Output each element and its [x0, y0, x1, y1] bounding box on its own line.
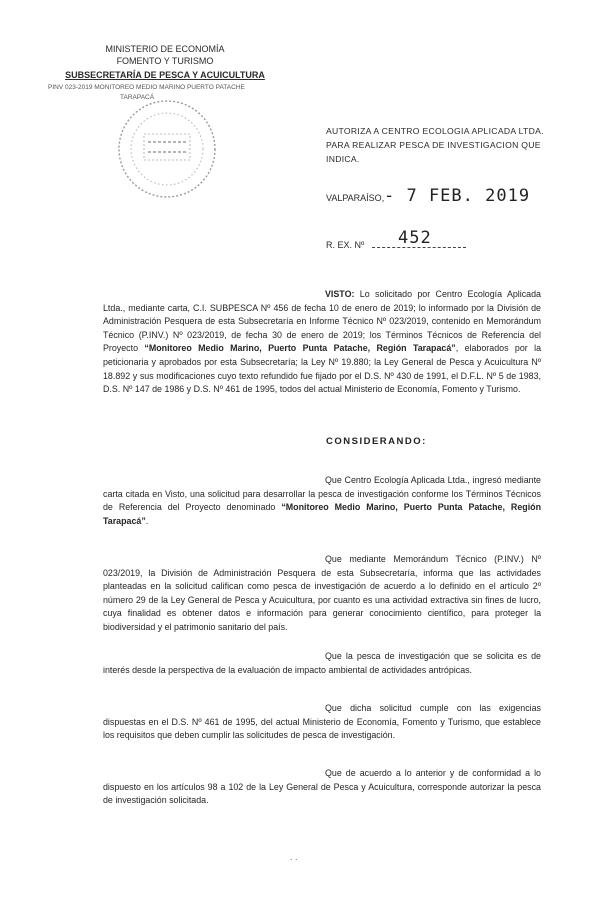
subsecretaria-title: SUBSECRETARÍA DE PESCA Y ACUICULTURA: [65, 70, 265, 80]
considerando-3-text: Que la pesca de investigación que se solicita es de interés desde la perspectiva de la evaluación de impacto ambiental de actividades antrópicas.: [103, 651, 541, 675]
visto-project-name: “Monitoreo Medio Marino, Puerto Punta Patache, Región Tarapacá”: [144, 343, 456, 354]
considerando-1-end: .: [145, 515, 149, 526]
considerando-2-text: Que mediante Memorándum Técnico (P.INV.) Nº 023/2019, la División de Administración Pesquera de esta Subsecretaría, informa que las actividades planteadas en la solicitud califican como pesca de investigación de acuerdo a lo definido en el artículo 2º número 29 de la Ley General de Pesca y Acuicultura, por cuanto es una actividad extractiva sin fines de lucro, cuya finalidad es obtener datos e información para generar conocimiento científico, para proteger la biodiversidad y el patrimonio sanitario del país.: [103, 554, 541, 632]
considerando-paragraph-2: [103, 553, 541, 635]
ministry-line-1: MINISTERIO DE ECONOMÍA: [105, 44, 225, 54]
considerando-1-project-name: “Monitoreo Medio Marino, Puerto Punta Patache, Región Tarapacá”: [103, 502, 541, 526]
date-stamp: - 7 FEB. 2019: [384, 186, 531, 206]
ministry-line-2: FOMENTO Y TURISMO: [116, 56, 214, 66]
footer-marks: . .: [290, 852, 298, 862]
visto-label: VISTO:: [325, 289, 355, 299]
considerando-paragraph-3: [103, 650, 541, 677]
file-reference: PINV 023-2019 MONITOREO MEDIO MARINO PUERTO PATACHE: [48, 84, 245, 91]
place-label: VALPARAÍSO,: [326, 193, 385, 203]
considerando-paragraph-1: [103, 474, 541, 528]
visto-paragraph: [103, 288, 541, 397]
visto-text-2: , elaborados por la peticionaria y aprobados por esta Subsecretaría; la Ley Nº 19.880; la Ley General de Pesca y Acuicultura Nº 18.892 y sus modificaciones cuyo texto refundido fue fijado por el D.S. Nº 430 de 1991, el D.F.L. Nº 5 de 1983, D.S. Nº 147 de 1986 y D.S. Nº 461 de 1995, todos del actual Ministerio de Economía, Fomento y Turismo.: [103, 343, 542, 395]
resolution-subject: AUTORIZA A CENTRO ECOLOGIA APLICADA LTDA. PARA REALIZAR PESCA DE INVESTIGACION QUE INDICA.: [326, 126, 544, 164]
considerando-5-text: Que de acuerdo a lo anterior y de conformidad a lo dispuesto en los artículos 98 a 102 de la Ley General de Pesca y Acuicultura, corresponde autorizar la pesca de investigación solicitada.: [103, 768, 541, 806]
considerando-1-text: Que Centro Ecología Aplicada Ltda., ingresó mediante carta citada en Visto, una solicitud para desarrollar la pesca de investigación conforme los Términos Técnicos de Referencia del Proyecto denominado: [103, 475, 541, 513]
resolution-number-label: R. EX. Nº: [326, 240, 365, 250]
file-reference-region: TARAPACÁ: [120, 94, 155, 101]
resolution-number: 452: [398, 228, 432, 248]
considerando-4-text: Que dicha solicitud cumple con las exigencias dispuestas en el D.S. Nº 461 de 1995, del actual Ministerio de Economía, Fomento y Turismo, que establece los requisitos que deben cumplir las solicitudes de pesca de investigación.: [103, 703, 541, 741]
considerando-paragraph-4: [103, 702, 541, 743]
considerando-paragraph-5: [103, 767, 541, 808]
visto-text-1: Lo solicitado por Centro Ecología Aplicada Ltda., mediante carta, C.I. SUBPESCA Nº 456 de fecha 10 de enero de 2019; lo informado por la División de Administración Pesquera de esta Subsecretaría en Informe Técnico Nº 023/2019, contenido en Memorándum Técnico (P.INV.) Nº 023/2019, de fecha 30 de enero de 2019; los Términos Técnicos de Referencia del Proyecto: [103, 289, 541, 354]
resolution-number-underline: [372, 247, 466, 248]
official-stamp-seal: [112, 94, 222, 204]
considerando-heading: CONSIDERANDO:: [326, 436, 427, 447]
